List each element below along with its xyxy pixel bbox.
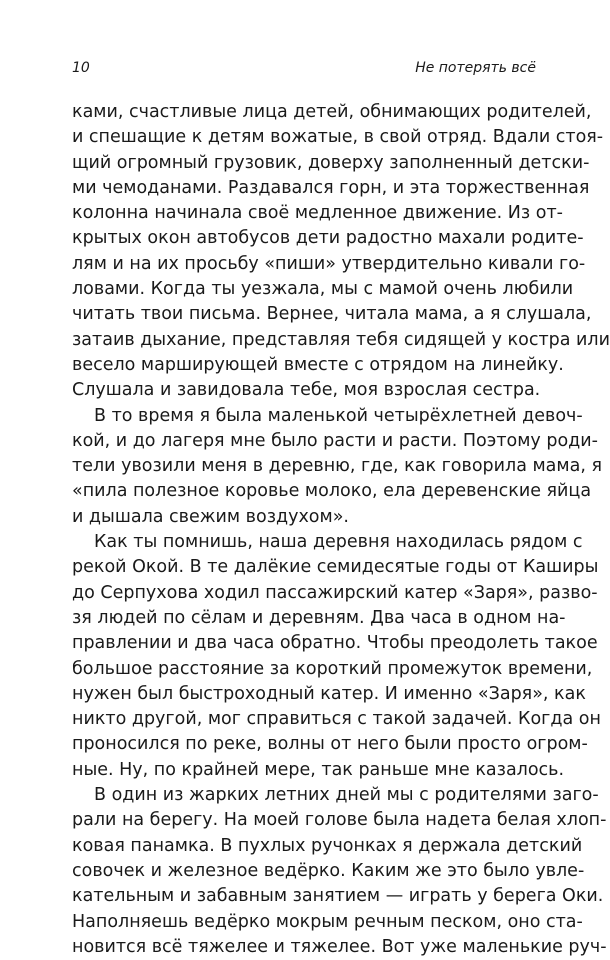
text-line: нужен был быстроходный катер. И именно «Заря», как — [72, 683, 586, 704]
text-line: ками, счастливые лица детей, обнимающих родителей, — [72, 102, 592, 122]
text-line: большое расстояние за короткий промежуток времени, — [72, 658, 593, 679]
text-line: колонна начинала своё медленное движение. Из от- — [72, 203, 563, 224]
page-number: 10 — [72, 60, 90, 76]
text-line: проносился по реке, волны от него были просто огром- — [72, 734, 588, 755]
text-line: В один из жарких летних дней мы с родителями заго- — [94, 785, 599, 806]
text-line: зя людей по сёлам и деревням. Два часа в одном на- — [72, 607, 566, 628]
text-line: Слушала и завидовала тебе, моя взрослая сестра. — [72, 380, 541, 401]
text-line: рекой Окой. В те далёкие семидесятые годы от Каширы — [72, 557, 599, 578]
text-line: рали на берегу. На моей голове была надета белая хлоп- — [72, 810, 607, 831]
body-text — [72, 100, 610, 960]
text-line: кой, и до лагеря мне было расти и расти. Поэтому роди- — [72, 430, 598, 451]
text-line: ловами. Когда ты уезжала, мы с мамой очень любили — [72, 279, 574, 300]
text-line: В то время я была маленькой четырёхлетней девоч- — [94, 405, 583, 426]
text-line: ми чемоданами. Раздавался горн, и эта торжественная — [72, 177, 590, 198]
running-title: Не потерять всё — [415, 60, 536, 76]
text-line: лям и на их просьбу «пиши» утвердительно кивали го- — [72, 253, 586, 274]
text-line: и спешащие к детям вожатые, в свой отряд. Вдали стоя- — [72, 127, 604, 148]
text-line: до Серпухова ходил пассажирский катер «Заря», разво- — [72, 582, 598, 603]
text-line: тели увозили меня в деревню, где, как говорила мама, я — [72, 456, 602, 477]
text-line: ковая панамка. В пухлых ручонках я держала детский — [72, 835, 583, 856]
text-line: новится всё тяжелее и тяжелее. Вот уже маленькие руч- — [72, 936, 607, 957]
text-line: читать твои письма. Вернее, читала мама, а я слушала, — [72, 304, 592, 325]
text-line: Как ты помнишь, наша деревня находилась рядом с — [94, 532, 583, 553]
text-line: и дышала свежим воздухом». — [72, 506, 349, 527]
text-line: ные. Ну, по крайней мере, так раньше мне казалось. — [72, 759, 565, 780]
text-line: совочек и железное ведёрко. Каким же это было увле- — [72, 860, 585, 881]
text-line: щий огромный грузовик, доверху заполненный детски- — [72, 152, 590, 173]
text-line: правлении и два часа обратно. Чтобы преодолеть такое — [72, 633, 598, 654]
text-line: «пила полезное коровье молоко, ела деревенские яйца — [72, 481, 592, 502]
text-line: кательным и забавным занятием — играть у берега Оки. — [72, 886, 604, 907]
text-line: затаив дыхание, представляя тебя сидящей у костра или — [72, 329, 610, 350]
text-line: Наполняешь ведёрко мокрым речным песком, оно ста- — [72, 911, 583, 932]
text-line: никто другой, мог справиться с такой задачей. Когда он — [72, 709, 601, 730]
text-line: весело марширующей вместе с отрядом на линейку. — [72, 354, 564, 375]
page-header — [72, 60, 536, 82]
text-line: крытых окон автобусов дети радостно махали родите- — [72, 228, 584, 249]
